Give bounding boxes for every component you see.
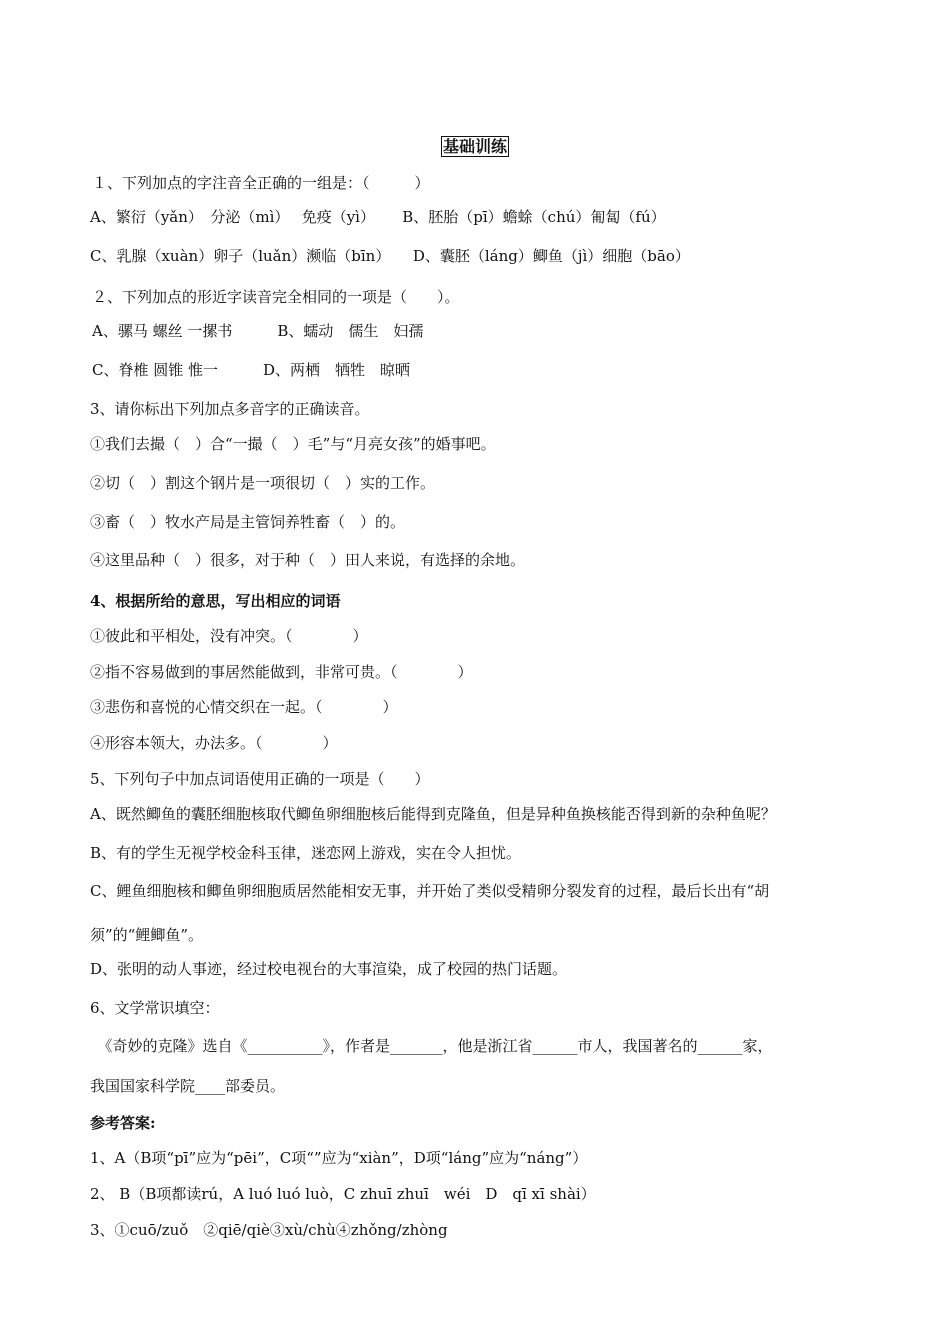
q5-option-c-cont: 须”的“鲤鲫鱼”。 [90, 926, 204, 944]
q4-item: ④形容本领大，办法多。（ ） [90, 734, 338, 752]
q6-line: 我国国家科学院____部委员。 [90, 1077, 286, 1095]
q5-option-b: B、有的学生无视学校金科玉律，迷恋网上游戏，实在令人担忧。 [90, 844, 522, 862]
q2-stem: ２、下列加点的形近字读音完全相同的一项是（ ）。 [92, 288, 460, 306]
section-title-text: 基础训练 [442, 137, 507, 156]
q1-option-cd: C、乳腺（xuàn）卵子（luǎn）濒临（bīn） D、囊胚（láng）鲫鱼（jì）细胞（bāo） [90, 247, 690, 265]
q4-item: ①彼此和平相处，没有冲突。（ ） [90, 627, 368, 645]
answers-heading: 参考答案: [90, 1114, 156, 1132]
q4-item: ③悲伤和喜悦的心情交织在一起。（ ） [90, 698, 398, 716]
answer-1: 1、A（B项“pī”应为“pēi”，C项“”应为“xiàn”，D项“láng”应为“náng”） [90, 1149, 588, 1167]
q5-option-a: A、既然鲫鱼的囊胚细胞核取代鲫鱼卵细胞核后能得到克隆鱼，但是异种鱼换核能否得到新的杂种鱼呢？ [90, 805, 776, 823]
q6-stem: 6、文学常识填空： [90, 999, 220, 1017]
q5-option-d: D、张明的动人事迹，经过校电视台的大事渲染，成了校园的热门话题。 [90, 960, 568, 978]
answer-3: 3、①cuō/zuǒ ②qiē/qiè③xù/chù④zhǒng/zhòng [90, 1221, 448, 1239]
q3-item: ③畜（ ）牧水产局是主管饲养牲畜（ ）的。 [90, 513, 406, 531]
q2-option-ab: A、骡马 螺丝 一摞书 B、蠕动 儒生 妇孺 [92, 322, 424, 340]
q3-item: ④这里品种（ ）很多，对于种（ ）田人来说，有选择的余地。 [90, 551, 526, 569]
q5-option-c: C、鲤鱼细胞核和鲫鱼卵细胞质居然能相安无事，并开始了类似受精卵分裂发育的过程，最后长出有“胡 [90, 882, 770, 900]
answer-2: 2、 B（B项都读rú，A luó luó luò，C zhuī zhuī wéi D qī xī shài） [90, 1185, 596, 1203]
q1-stem: １、下列加点的字注音全正确的一组是：（ ） [92, 174, 430, 192]
q3-stem: 3、请你标出下列加点多音字的正确读音。 [90, 400, 370, 418]
q2-option-cd: C、脊椎 圆锥 惟一 D、两栖 牺牲 晾晒 [92, 361, 411, 379]
q3-item: ②切（ ）割这个钢片是一项很切（ ）实的工作。 [90, 474, 436, 492]
q1-option-ab: A、繁衍（yǎn） 分泌（mì） 免疫（yì） B、胚胎（pī）蟾蜍（chú）匍匐（fú） [90, 208, 666, 226]
q6-line: 《奇妙的克隆》选自《__________》，作者是_______，他是浙江省______市人，我国著名的______家， [90, 1037, 773, 1055]
q4-stem: 4、根据所给的意思，写出相应的词语 [90, 592, 341, 610]
q5-stem: 5、下列句子中加点词语使用正确的一项是（ ） [90, 770, 430, 788]
q3-item: ①我们去撮（ ）合“一撮（ ）毛”与“月亮女孩”的婚事吧。 [90, 435, 496, 453]
section-title [0, 134, 950, 157]
q4-item: ②指不容易做到的事居然能做到，非常可贵。（ ） [90, 663, 473, 681]
